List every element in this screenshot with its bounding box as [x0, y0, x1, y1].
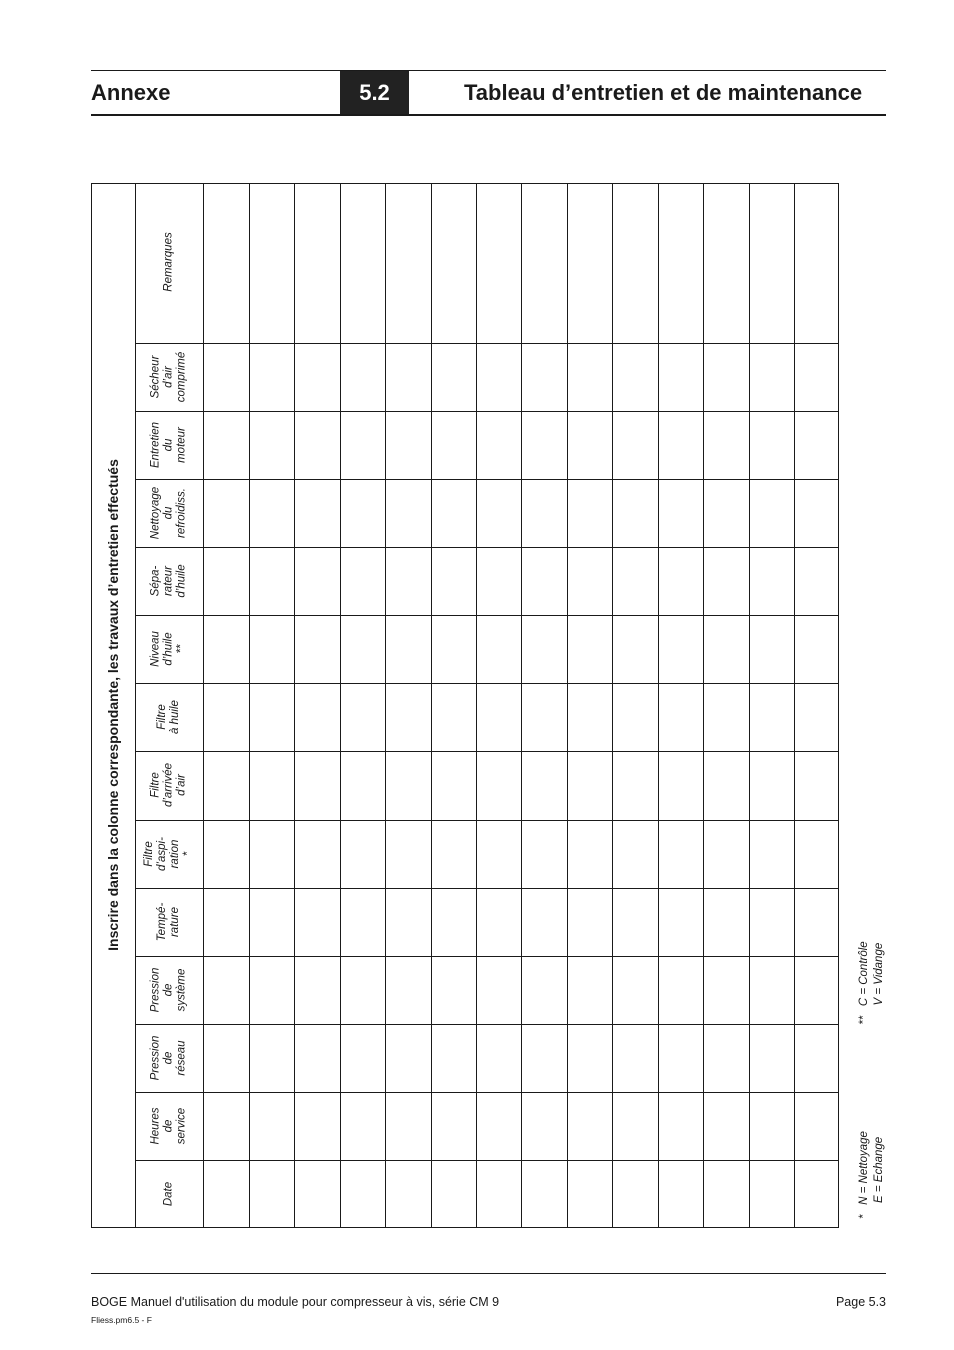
grid-column-line — [385, 183, 386, 1228]
column-nettoyage-refroidisseur: Nettoyage du refroidiss. — [149, 486, 188, 540]
column-filtre-arrivee-air: Filtre d’arrivée d’air — [149, 762, 188, 808]
column-niveau-huile: Niveau d’huile ** — [149, 631, 188, 667]
column-remarques: Remarques — [162, 232, 175, 292]
grid-row-line — [135, 820, 839, 821]
grid-column-line — [431, 183, 432, 1228]
footer-manual-title: BOGE Manuel d'utilisation du module pour compresseur à vis, série CM 9 — [91, 1295, 500, 1309]
grid-row-line — [135, 683, 839, 684]
grid-column-line — [476, 183, 477, 1228]
grid-column-line — [749, 183, 750, 1228]
grid-column-line — [294, 183, 295, 1228]
grid-column-line — [567, 183, 568, 1228]
grid-row-line — [135, 547, 839, 548]
grid-row-line — [135, 479, 839, 480]
footer-page-number: Page 5.3 — [835, 1295, 886, 1309]
table-instruction: Inscrire dans la colonne correspondante, les travaux d’entretien effectués — [105, 459, 121, 951]
section-name: Annexe — [91, 80, 171, 105]
grid-column-line — [794, 183, 795, 1228]
grid-column-line — [135, 183, 136, 1228]
grid-column-line — [249, 183, 250, 1228]
footer-file-name: Fliess.pm6.5 - F — [91, 1315, 152, 1325]
column-date: Date — [162, 1181, 175, 1207]
grid-row-line — [135, 615, 839, 616]
grid-row-line — [135, 411, 839, 412]
grid-column-line — [658, 183, 659, 1228]
legend-nettoyage-echange: * N = Nettoyage E = Echange — [858, 1131, 885, 1219]
column-pression-reseau: Pression de réseau — [149, 1035, 188, 1081]
column-filtre-huile: Filtre à huile — [156, 700, 181, 734]
grid-row-line — [135, 888, 839, 889]
grid-row-line — [135, 751, 839, 752]
grid-row-line — [135, 1092, 839, 1093]
grid-row-line — [135, 956, 839, 957]
grid-row-line — [135, 1160, 839, 1161]
page-title: Tableau d’entretien et de maintenance — [464, 80, 863, 105]
grid-row-line — [135, 343, 839, 344]
grid-column-line — [203, 183, 204, 1228]
header-top-rule — [91, 70, 886, 71]
grid-column-line — [612, 183, 613, 1228]
column-entretien-moteur: Entretien du moteur — [149, 421, 188, 469]
column-filtre-aspiration: Filtre d’aspi- ration * — [143, 837, 194, 871]
grid-column-line — [703, 183, 704, 1228]
grid-column-line — [521, 183, 522, 1228]
legend-controle-vidange: ** C = Contrôle V = Vidange — [858, 941, 885, 1025]
grid-column-line — [340, 183, 341, 1228]
header-bottom-rule — [91, 114, 886, 116]
section-number: 5.2 — [340, 71, 409, 114]
column-pression-systeme: Pression de système — [149, 967, 188, 1013]
column-separateur-huile: Sépa- rateur d’huile — [149, 564, 188, 598]
column-secheur: Sécheur d’air comprimé — [149, 351, 188, 403]
column-temperature: Tempé- rature — [156, 902, 181, 942]
grid-row-line — [135, 1024, 839, 1025]
footer-rule — [91, 1273, 886, 1274]
column-heures-service: Heures de service — [149, 1107, 188, 1145]
